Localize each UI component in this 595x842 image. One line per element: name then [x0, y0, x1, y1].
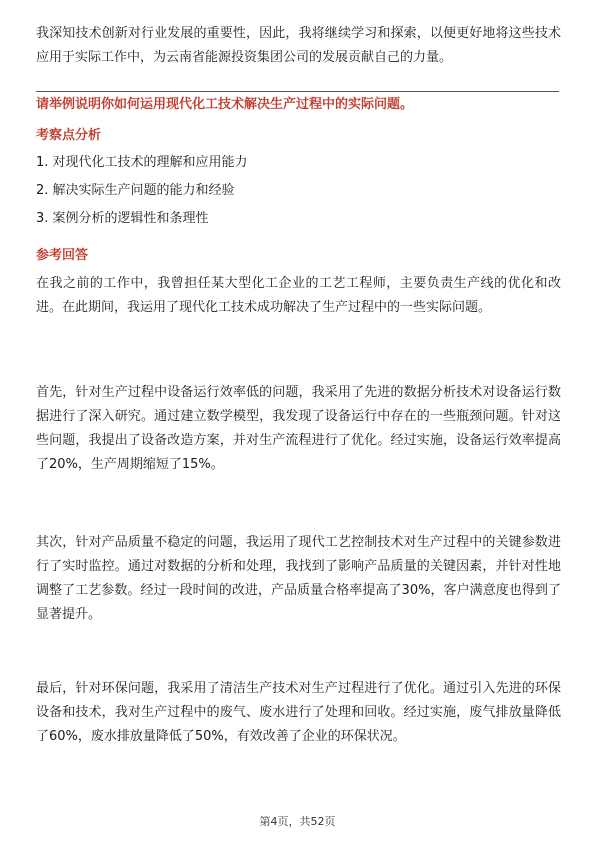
- answer-paragraph-block: [36, 272, 561, 320]
- answer-paragraph-block: [36, 381, 561, 477]
- divider-line: [36, 91, 559, 92]
- answer-paragraph: 首先，针对生产过程中设备运行效率低的问题，我采用了先进的数据分析技术对设备运行数据进行了深入研究。通过建立数学模型，我发现了设备运行中存在的一些瓶颈问题。针对这些问题，我提出了设备改造方案，并对生产流程进行了优化。经过实施，设备运行效率提高了20%，生产周期缩短了15%。: [36, 385, 561, 472]
- answer-paragraph: 其次，针对产品质量不稳定的问题，我运用了现代工艺控制技术对生产过程中的关键参数进行了实时监控。通过对数据的分析和处理，我找到了影响产品质量的关键因素，并针对性地调整了工艺参数。经过一段时间的改进，产品质量合格率提高了30%，客户满意度也得到了显著提升。: [36, 535, 561, 622]
- answer-section: [36, 246, 561, 266]
- analysis-title: 考察点分析: [36, 128, 102, 143]
- answer-paragraph-block: [36, 531, 561, 627]
- answer-paragraph: 最后，针对环保问题，我采用了清洁生产技术对生产过程进行了优化。通过引入先进的环保设备和技术，我对生产过程中的废气、废水进行了处理和回收。经过实施，废气排放量降低了60%，废水排放量降低了50%，有效改善了企业的环保状况。: [36, 681, 561, 744]
- question-heading: 请举例说明你如何运用现代化工技术解决生产过程中的实际问题。: [36, 97, 414, 112]
- intro-paragraph: 我深知技术创新对行业发展的重要性，因此，我将继续学习和探索，以便更好地将这些技术应用于实际工作中，为云南省能源投资集团公司的发展贡献自己的力量。: [36, 26, 561, 65]
- intro-section: [36, 22, 561, 70]
- analysis-item: 2. 解决实际生产问题的能力和经验: [36, 183, 235, 198]
- answer-paragraph: 在我之前的工作中，我曾担任某大型化工企业的工艺工程师，主要负责生产线的优化和改进。在此期间，我运用了现代化工技术成功解决了生产过程中的一些实际问题。: [36, 276, 561, 315]
- analysis-item: 3. 案例分析的逻辑性和条理性: [36, 211, 209, 226]
- analysis-item: 1. 对现代化工技术的理解和应用能力: [36, 155, 248, 170]
- answer-title: 参考回答: [36, 248, 89, 263]
- answer-paragraph-block: [36, 677, 561, 749]
- analysis-section: [36, 126, 561, 229]
- page-number: 第4页，共52页: [259, 815, 336, 828]
